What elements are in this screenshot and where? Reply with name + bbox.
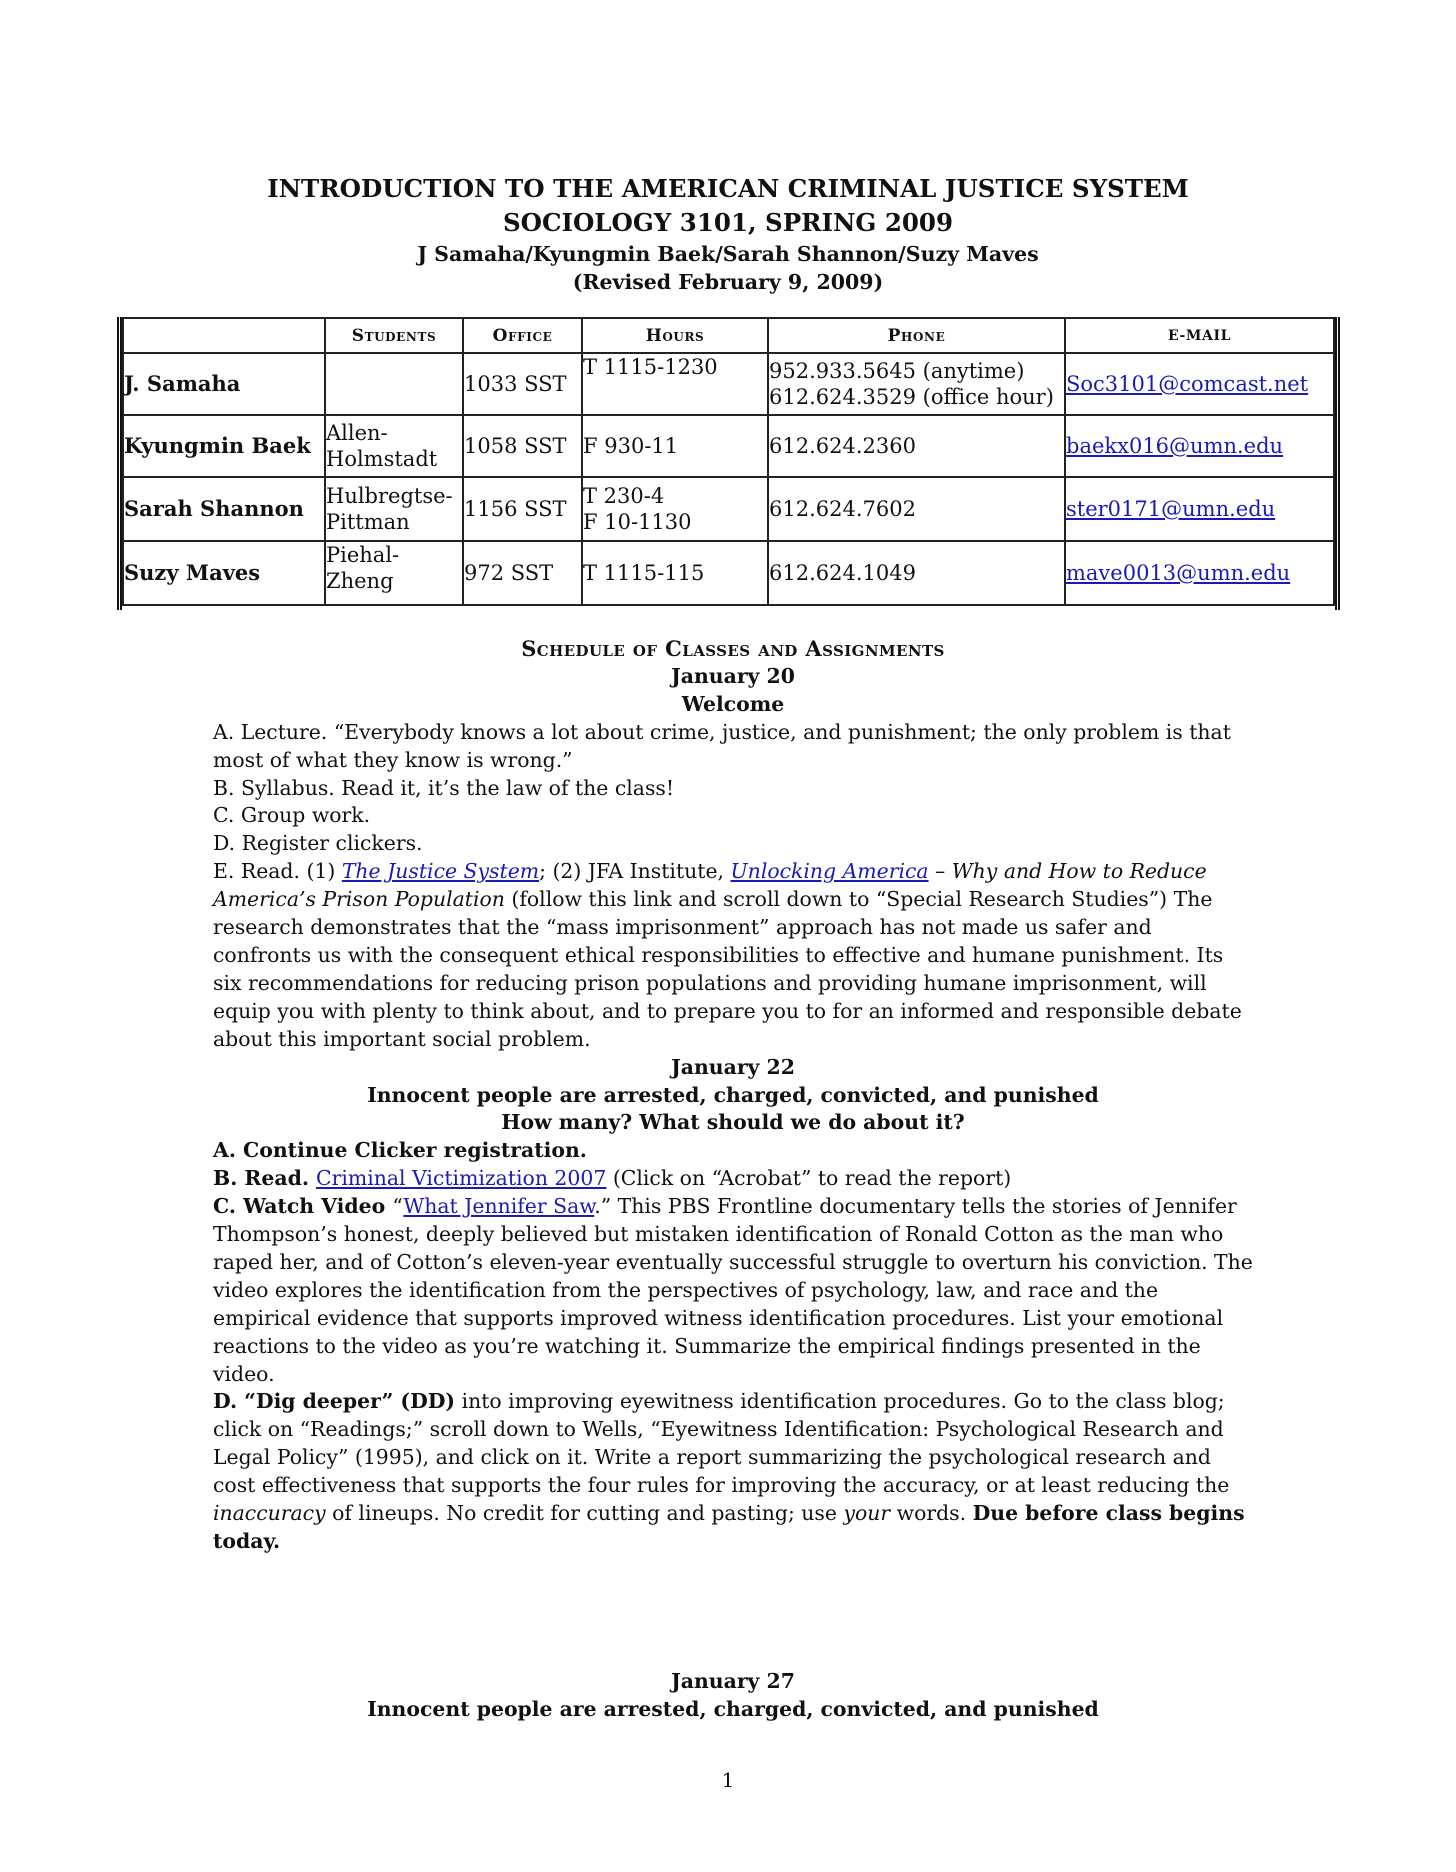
phone-line: 612.624.3529 (office hour) — [769, 385, 1054, 409]
assignment-item — [213, 1165, 1253, 1193]
session-topic: Welcome — [681, 691, 785, 716]
schedule-heading: Schedule of Classes and Assignments — [521, 636, 945, 661]
staff-name: Sarah Shannon — [123, 477, 325, 541]
column-header-hours: Hours — [582, 318, 768, 353]
staff-phone — [768, 477, 1065, 541]
staff-email — [1065, 477, 1334, 541]
assignment-item: B. Syllabus. Read it, it’s the law of the class! — [213, 775, 675, 800]
item-text: inaccuracy — [213, 1501, 326, 1526]
session-date: January 20 — [671, 663, 795, 688]
phone-line: 952.933.5645 (anytime) — [769, 359, 1025, 383]
item-text: of lineups. No credit for cutting and pasting; use — [325, 1501, 844, 1526]
session-topic: Innocent people are arrested, charged, convicted, and punished — [367, 1082, 1099, 1107]
due-note: Due before class begins today. — [213, 1501, 1245, 1553]
column-header-email: E-MAIL — [1065, 318, 1334, 353]
spacer — [213, 1556, 1253, 1668]
table-row — [123, 353, 1334, 415]
staff-students: Allen-Holmstadt — [325, 415, 463, 477]
item-text: (Click on “Acrobat” to read the report) — [606, 1166, 1012, 1191]
staff-table — [122, 317, 1335, 606]
staff-name: Kyungmin Baek — [123, 415, 325, 477]
staff-office: 1156 SST — [463, 477, 582, 541]
staff-students — [325, 353, 463, 415]
item-text: E. Read. (1) — [213, 859, 342, 884]
table-row — [123, 477, 1334, 541]
staff-table-header — [123, 318, 1334, 353]
reading-link[interactable]: Criminal Victimization 2007 — [316, 1166, 607, 1191]
item-label: B. Read. — [213, 1166, 317, 1191]
column-header-phone: Phone — [768, 318, 1065, 353]
item-text: .” This PBS Frontline documentary tells the stories of Jennifer Thompson’s honest, deeply believed but mistaken identification of Ronald Cotton as the man who raped her, and of Cotton’s eleven-year eventually successful struggle to overturn his conviction. The video explores the identification from the perspectives of psychology, law, and race and the empirical evidence that supports improved witness identification procedures. List your emotional reactions to the video as you’re watching it. Summarize the empirical findings presented in the video. — [213, 1194, 1253, 1386]
staff-email — [1065, 353, 1334, 415]
session-subtopic: How many? What should we do about it? — [501, 1110, 965, 1135]
staff-students: Piehal-Zheng — [325, 541, 463, 605]
reading-link[interactable]: The Justice System — [341, 859, 540, 884]
revised-date: (Revised February 9, 2009) — [572, 270, 884, 294]
phone-line: 612.624.2360 — [769, 434, 916, 458]
staff-office: 1058 SST — [463, 415, 582, 477]
staff-name: Suzy Maves — [123, 541, 325, 605]
assignment-item — [213, 858, 1253, 1053]
staff-students: Hulbregtse-Pittman — [325, 477, 463, 541]
item-text: into improving eyewitness identification procedures. Go to the class blog; click on “Readings;” scroll down to Wells, “Eyewitness Identification: Psychological Research and Legal Policy” (1995), and click on it. Write a report summarizing the psychological research and cost effectiveness that supports the four rules for improving the accuracy, or at least reducing the — [213, 1389, 1230, 1498]
assignment-item — [213, 1388, 1253, 1555]
course-title: SOCIOLOGY 3101, SPRING 2009 — [502, 208, 954, 237]
session-date: January 27 — [671, 1668, 795, 1693]
session-topic: Innocent people are arrested, charged, convicted, and punished — [367, 1696, 1099, 1721]
staff-email — [1065, 541, 1334, 605]
staff-office: 1033 SST — [463, 353, 582, 415]
item-text: ; (2) JFA Institute, — [539, 859, 731, 884]
item-text: – Why and How to Reduce America’s Prison Population — [213, 859, 1207, 912]
item-text: words. — [890, 1501, 973, 1526]
staff-office: 972 SST — [463, 541, 582, 605]
column-header-office: Office — [463, 318, 582, 353]
document-title: INTRODUCTION TO THE AMERICAN CRIMINAL JUSTICE SYSTEM — [267, 174, 1189, 203]
staff-hours — [582, 541, 768, 605]
email-link[interactable]: mave0013@umn.edu — [1066, 561, 1291, 585]
email-link[interactable]: ster0171@umn.edu — [1066, 497, 1276, 521]
staff-phone — [768, 353, 1065, 415]
item-text: your — [843, 1501, 891, 1526]
assignment-item: A. Lecture. “Everybody knows a lot about crime, justice, and punishment; the only problem is that most of what they know is wrong.” — [213, 719, 1231, 772]
assignment-item: C. Group work. — [213, 803, 371, 828]
item-label: D. “Dig deeper” (DD) — [213, 1389, 456, 1414]
hours-line: F 930-11 — [583, 434, 679, 458]
video-link[interactable]: What Jennifer Saw — [403, 1194, 595, 1219]
hours-line: T 230-4 — [583, 484, 665, 508]
hours-line: T 1115-115 — [583, 561, 705, 585]
staff-name: J. Samaha — [123, 353, 325, 415]
assignment-item: A. Continue Clicker registration. — [213, 1138, 587, 1163]
page-number: 1 — [721, 1768, 735, 1792]
item-label: C. Watch Video — [213, 1194, 393, 1219]
phone-line: 612.624.7602 — [769, 497, 916, 521]
staff-phone — [768, 541, 1065, 605]
staff-hours — [582, 477, 768, 541]
table-row — [123, 415, 1334, 477]
table-row — [123, 541, 1334, 605]
staff-table-frame — [117, 317, 1340, 610]
email-link[interactable]: baekx016@umn.edu — [1066, 434, 1284, 458]
staff-hours — [582, 415, 768, 477]
item-text: “ — [392, 1194, 404, 1219]
staff-phone — [768, 415, 1065, 477]
assignment-item: D. Register clickers. — [213, 831, 423, 856]
phone-line: 612.624.1049 — [769, 561, 916, 585]
session-date: January 22 — [671, 1054, 795, 1079]
column-header-blank — [123, 318, 325, 353]
instructor-list: J Samaha/Kyungmin Baek/Sarah Shannon/Suzy Maves — [417, 242, 1039, 266]
column-header-students: Students — [325, 318, 463, 353]
document-header — [0, 172, 1456, 296]
item-text: (follow this link and scroll down to “Special Research Studies”) The research demonstrates that the “mass imprisonment” approach has not made us safer and confronts us with the consequent ethical responsibilities to effective and humane punishment. Its six recommendations for reducing prison populations and providing humane imprisonment, will equip you with plenty to think about, and to prepare you to for an informed and responsible debate about this important social problem. — [213, 887, 1242, 1051]
assignment-item — [213, 1193, 1253, 1388]
reading-link[interactable]: Unlocking America — [730, 859, 929, 884]
email-link[interactable]: Soc3101@comcast.net — [1066, 372, 1309, 396]
hours-line: T 1115-1230 — [583, 355, 718, 379]
staff-hours — [582, 353, 768, 415]
schedule-section — [213, 635, 1253, 1724]
hours-line: F 10-1130 — [583, 510, 692, 534]
staff-email — [1065, 415, 1334, 477]
